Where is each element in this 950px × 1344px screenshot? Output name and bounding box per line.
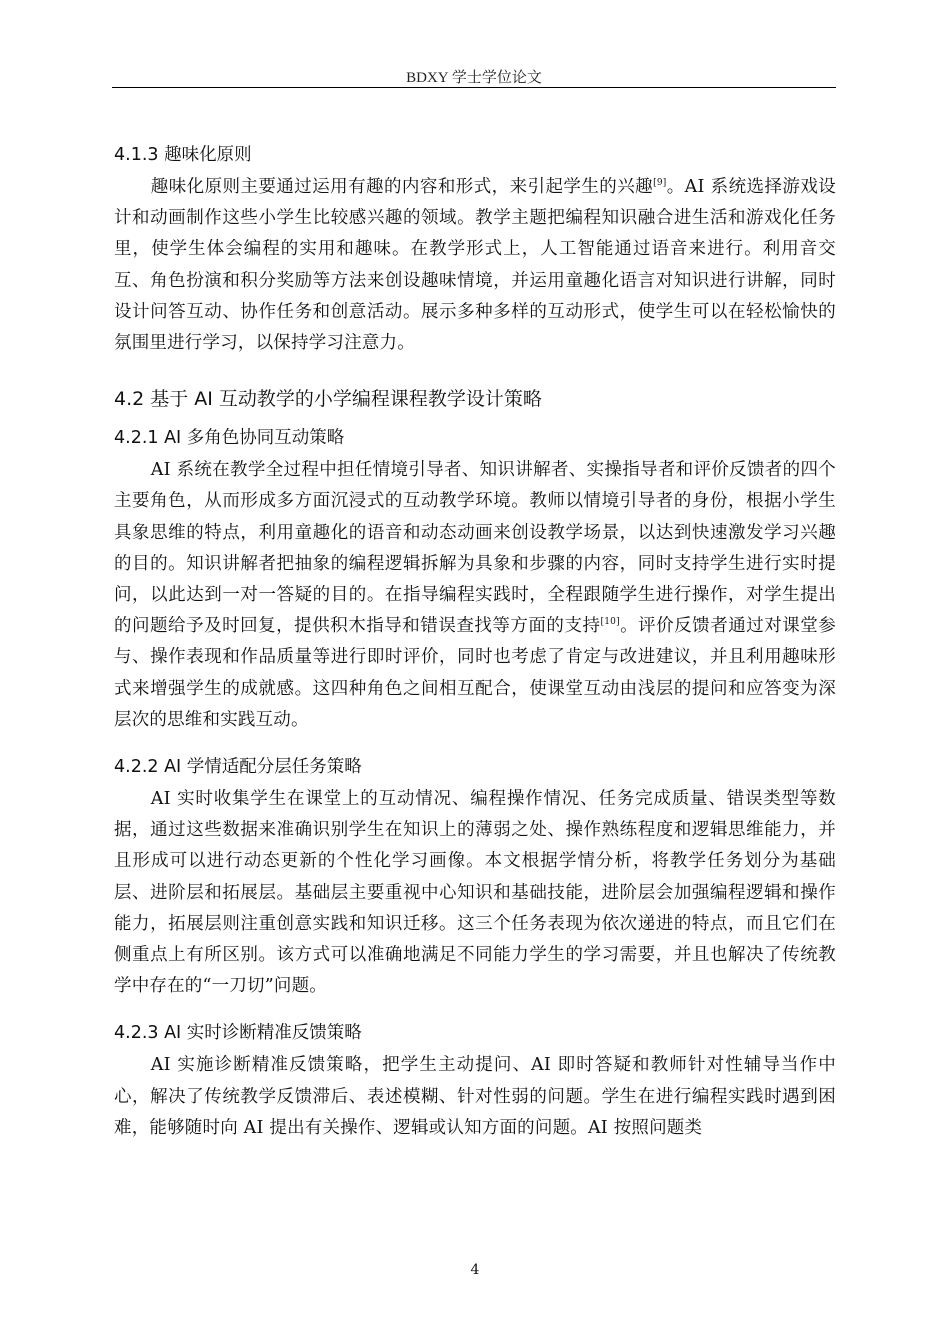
section-heading-4-1-3: 4.1.3 趣味化原则 xyxy=(114,145,252,165)
paragraph-text: AI 系统在教学全过程中担任情境引导者、知识讲解者、实操指导者和评价反馈者的四个主要角色，从而形成多方面沉浸式的互动教学环境。教师以情境引导者的身份，根据小学生具象思维的特点，利用童趣化的语音和动态动画来创设教学场景，以达到快速激发学习兴趣的目的。知识讲解者把抽象的编程逻辑拆解为具象和步骤的内容，同时支持学生进行实时提问，以此达到一对一答疑的目的。在指导编程实践时，全程跟随学生进行操作，对学生提出的问题给予及时回复，提供积木指导和错误查找等方面的支持 xyxy=(114,460,836,637)
page-body xyxy=(114,138,836,1144)
section-heading-4-2-3: 4.2.3 AI 实时诊断精准反馈策略 xyxy=(114,1023,362,1044)
paragraph-text: 。AI 系统选择游戏设计和动画制作这些小学生比较感兴趣的领域。教学主题把编程知识融合进生活和游戏化任务里，使学生体会编程的实用和趣味。在教学形式上，人工智能通过语音来进行。利用音交互、角色扮演和积分奖励等方法来创设趣味情境，并运用童趣化语言对知识进行讲解，同时设计问答互动、协作任务和创意活动。展示多种多样的互动形式，使学生可以在轻松愉快的氛围里进行学习，以保持学习注意力。 xyxy=(114,177,836,354)
paragraph-4-2-1 xyxy=(114,455,836,736)
section-heading-4-2: 4.2 基于 AI 互动教学的小学编程课程教学设计策略 xyxy=(114,388,542,411)
section-heading-4-2-2: 4.2.2 AI 学情适配分层任务策略 xyxy=(114,757,362,778)
paragraph-4-2-3: AI 实施诊断精准反馈策略，把学生主动提问、AI 即时答疑和教师针对性辅导当作中心，解决了传统教学反馈滞后、表述模糊、针对性弱的问题。学生在进行编程实践时遇到困难，能够随时向 AI 提出有关操作、逻辑或认知方面的问题。AI 按照问题类 xyxy=(114,1055,836,1138)
header-rule xyxy=(112,87,836,88)
citation-10[interactable]: [10] xyxy=(600,617,620,628)
paragraph-4-1-3 xyxy=(114,172,836,359)
paragraph-4-2-2: AI 实时收集学生在课堂上的互动情况、编程操作情况、任务完成质量、错误类型等数据，通过这些数据来准确识别学生在知识上的薄弱之处、操作熟练程度和逻辑思维能力，并且形成可以进行动态更新的个性化学习画像。本文根据学情分析，将教学任务划分为基础层、进阶层和拓展层。基础层主要重视中心知识和基础技能，进阶层会加强编程逻辑和操作能力，拓展层则注重创意实践和知识迁移。这三个任务表现为依次递进的特点，而且它们在侧重点上有所区别。该方式可以准确地满足不同能力学生的学习需要，并且也解决了传统教学中存在的“一刀切”问题。 xyxy=(114,789,836,997)
paragraph-text: 趣味化原则主要通过运用有趣的内容和形式，来引起学生的兴趣 xyxy=(150,177,654,197)
page-number: 4 xyxy=(470,1262,480,1278)
running-header: BDXY 学士学位论文 xyxy=(406,70,542,86)
citation-9[interactable]: [9] xyxy=(653,178,667,189)
paragraph-text: 。评价反馈者通过对课堂参与、操作表现和作品质量等进行即时评价，同时也考虑了肯定与改进建议，并且利用趣味形式来增强学生的成就感。这四种角色之间相互配合，使课堂互动由浅层的提问和应答变为深层次的思维和实践互动。 xyxy=(114,616,836,730)
section-heading-4-2-1: 4.2.1 AI 多角色协同互动策略 xyxy=(114,428,345,449)
